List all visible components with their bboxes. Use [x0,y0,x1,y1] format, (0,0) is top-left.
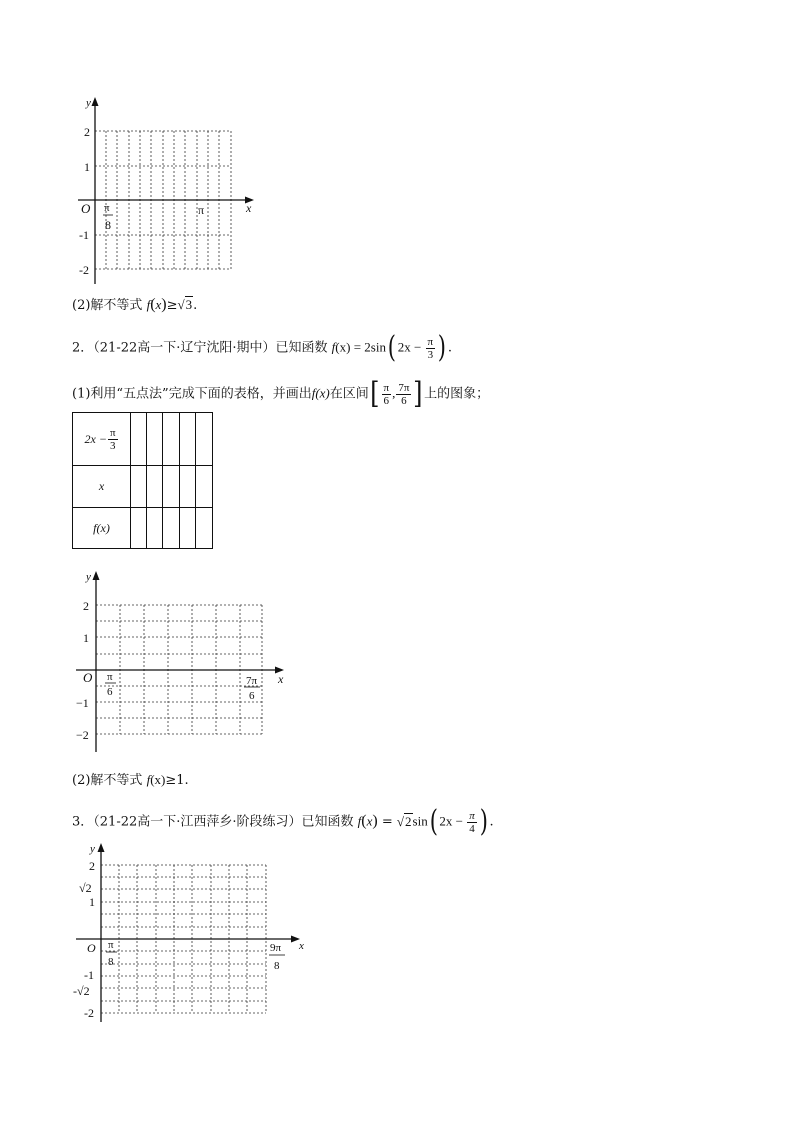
table-row1-num: π [109,426,116,439]
graph-3-x-tick-pi-8-den: 8 [108,956,114,968]
q3-f: f [357,813,362,829]
table-row1-den: 3 [109,439,116,452]
table-cell[interactable] [196,466,213,508]
table-row2-label: x [98,479,105,493]
graph-3 [70,840,315,1022]
question-2-part-1: (1)利用“五点法”完成下面的表格，并画出f(x)在区间[ $\frac{\pi}{6}$ , $\frac{7\pi}{6}$ ]上的图象； [72,376,490,411]
graph-3-x-tick-pi-8-num: π [108,939,114,951]
table-row1-frac [108,427,118,452]
q2p1-func: f(x) [311,385,330,401]
graph-2-x-tick-7pi-6-den: 6 [249,690,255,702]
graph-2-y-tick-1: 1 [83,631,89,645]
table-cell[interactable] [147,466,163,508]
table-row [73,466,213,508]
graph-3-origin: O [87,941,96,955]
graph-3-y-arrow [98,843,105,852]
graph-3-x-tick-9pi-8-num: 9π [270,942,282,954]
q3-radicand: 2 [405,813,412,829]
table-cell[interactable] [196,508,213,549]
q3-frac-den: 4 [469,822,475,835]
graph-2-x-tick-pi-6-den: 6 [107,686,113,698]
graph-3-y-tick-neg1: -1 [84,968,94,982]
table-cell[interactable] [180,413,196,466]
table-cell[interactable] [131,413,147,466]
question-2-header: 2．（21-22高一下·辽宁沈阳·期中）已知函数 f(x) = 2sin( 2x − $\frac{\pi}{3}$ ) . [72,330,452,365]
q2-arg: (x) [335,339,351,355]
q2p1-lo-den: 6 [383,394,390,407]
q1p2-radicand: 3 [185,297,193,312]
table-row1-left: 2x − [84,431,107,446]
graph-3-y-tick-neg-sqrt2: -√2 [73,984,90,998]
q2p2-arg: (x) [150,772,166,787]
table-cell[interactable] [131,466,147,508]
graph-2-x-label: x [278,672,284,686]
q2p1-text-b: 在区间 [329,386,369,402]
graph-1-origin: O [81,201,91,216]
graph-1 [70,94,270,284]
q1p2-x: x [155,297,162,312]
graph-3-y-label: y [90,843,95,855]
q3-arg-open: ( [361,812,367,830]
graph-1-y-tick-1: 1 [84,160,90,174]
q3-inner: 2x − [439,813,467,829]
question-1-part-2 [72,296,197,315]
table-cell[interactable] [147,508,163,549]
q2-frac-num: π [427,335,434,348]
question-2-part-2 [72,771,189,790]
question-3-header: 3．（21-22高一下·江西萍乡·阶段练习）已知函数 f(x) = √2sin( 2x − $\frac{\pi}{4}$ ) . [72,804,494,839]
graph-2-origin: O [83,670,93,685]
graph-1-y-arrow [92,97,99,106]
graph-2-y-tick-2: 2 [83,599,89,613]
graph-2-y-tick-neg1: −1 [76,696,89,710]
q1p2-prefix: (2)解不等式 [72,298,147,313]
q2-label: 2．（21-22高一下·辽宁沈阳·期中）已知函数 [72,340,332,356]
q1p2-sqrt [178,296,194,314]
q2p2-text: (2)解不等式 [72,773,147,788]
graph-2-x-tick-pi-6-num: π [107,671,113,683]
table-cell[interactable] [180,508,196,549]
graph-3-y-tick-neg2: -2 [84,1006,94,1020]
q3-sin: sin [412,813,428,829]
q3-frac [467,810,477,835]
q1p2-end: . [193,298,198,313]
q3-end: . [489,814,494,830]
q2p2-rel: ≥1. [165,773,189,788]
q1p2-paren-open: ( [150,296,156,313]
graph-2 [70,568,295,754]
table-cell[interactable] [163,466,180,508]
q2p1-hi-num: 7π [398,381,410,394]
q2-f: f [331,339,336,355]
table-row-header-2 [73,466,131,508]
q2p1-sep: , [392,385,396,401]
q2p1-hi [396,382,411,407]
q3-x: x [366,813,373,829]
q2p1-text-a: (1)利用“五点法”完成下面的表格，并画出 [72,386,312,402]
q2-frac [426,336,436,361]
q2p1-hi-den: 6 [401,394,407,407]
graph-3-x-tick-9pi-8-den: 8 [274,960,280,972]
graph-1-x-tick-pi-8-den: 8 [105,218,111,232]
graph-3-y-tick-1: 1 [89,895,95,909]
q3-eq: = [377,814,397,830]
graph-1-x-tick-pi-8-num: π [104,202,110,214]
graph-1-y-label: y [86,97,91,109]
q2-end: . [447,340,452,356]
graph-2-x-tick-7pi-6-num: 7π [246,675,258,687]
graph-3-x-label: x [299,940,304,952]
table-row3-label: f(x) [93,520,110,535]
q1p2-paren-close: ) [161,296,167,313]
graph-2-y-label: y [86,571,91,583]
table-cell[interactable] [163,508,180,549]
table-cell[interactable] [147,413,163,466]
table-row-header-3 [73,508,131,549]
q2p1-text-c: 上的图象； [424,386,490,402]
graph-1-y-tick-neg2: -2 [79,263,89,277]
graph-2-y-tick-neg2: −2 [76,728,89,742]
q3-sqrt [397,813,413,831]
q2-frac-den: 3 [427,348,434,361]
table-row-header-1 [73,413,131,466]
q2p2-f: f [146,772,151,787]
graph-3-y-tick-2: 2 [89,859,95,873]
graph-1-y-tick-2: 2 [84,125,90,139]
five-point-table [72,412,213,549]
graph-1-x-label: x [246,201,252,215]
q3-sqrt-sign: √ [396,813,405,829]
graph-1-x-tick-pi: π [198,203,205,217]
table-cell[interactable] [131,508,147,549]
q1p2-f: f [146,297,151,312]
table-cell[interactable] [163,413,180,466]
q2p1-lo-num: π [383,381,390,394]
q1p2-sqrt-sign: √ [177,297,185,312]
q2p1-lo [382,382,392,407]
q3-label: 3．（21-22高一下·江西萍乡·阶段练习）已知函数 [72,814,358,830]
graph-2-y-arrow [93,571,100,580]
table-cell[interactable] [180,466,196,508]
q3-frac-num: π [469,809,475,822]
q1p2-rel: ≥ [166,298,178,313]
q3-arg-close: ) [372,812,378,830]
graph-3-y-tick-sqrt2: √2 [79,881,92,895]
q2-eq: = 2sin [350,339,386,355]
table-cell[interactable] [196,413,213,466]
graph-1-y-tick-neg1: -1 [79,228,89,242]
table-row [73,508,213,549]
q2-inner: 2x − [397,339,425,355]
table-row [73,413,213,466]
